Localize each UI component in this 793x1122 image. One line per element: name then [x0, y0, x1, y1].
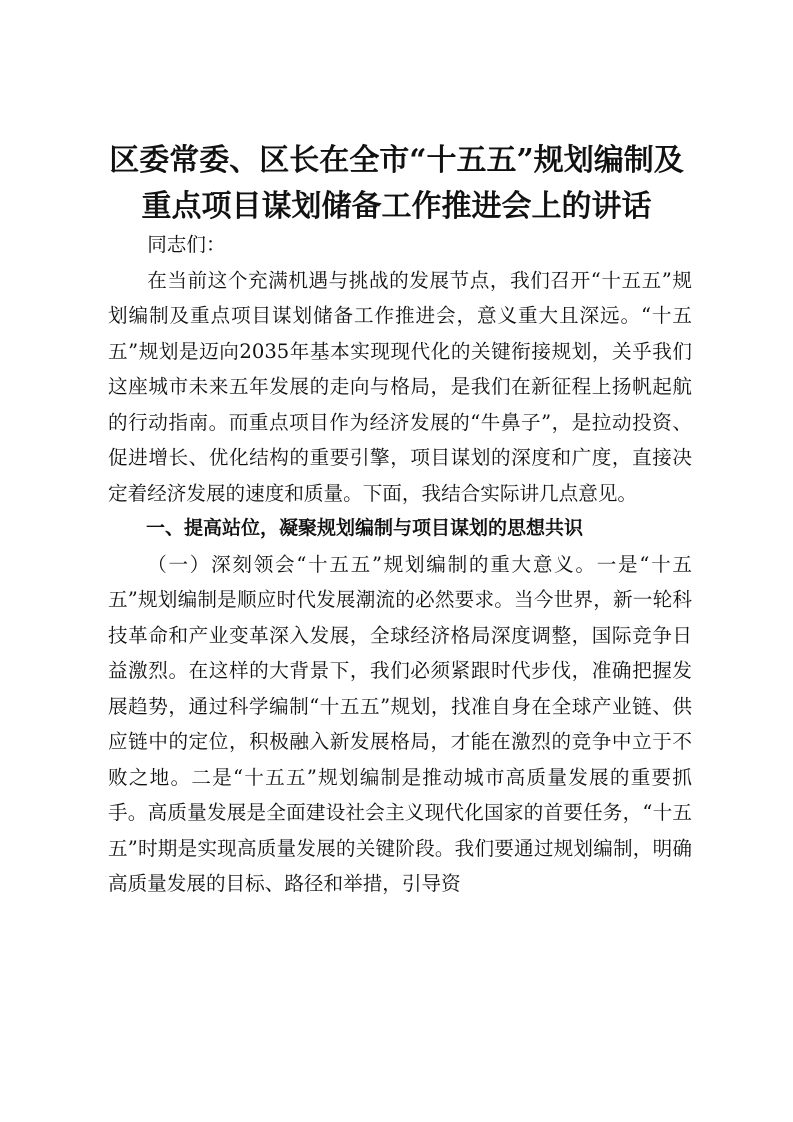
intro-paragraph: 在当前这个充满机遇与挑战的发展节点，我们召开“十五五”规划编制及重点项目谋划储备工作推进会，意义重大且深远。“十五五”规划是迈向2035年基本实现现代化的关键衔接规划，关乎我们这座城市未来五年发展的走向与格局，是我们在新征程上扬帆起航的行动指南。而重点项目作为经济发展的“牛鼻子”，是拉动投资、促进增长、优化结构的重要引擎，项目谋划的深度和广度，直接决定着经济发展的速度和质量。下面，我结合实际讲几点意见。	[108, 268, 692, 505]
subsection-text: 一是“十五五”规划编制是顺应时代发展潮流的必然要求。当今世界，新一轮科技革命和产业变革深入发展，全球经济格局深度调整，国际竞争日益激烈。在这样的大背景下，我们必须紧跟时代步伐，准确把握发展趋势，通过科学编制“十五五”规划，找准自身在全球产业链、供应链中的定位，积极融入新发展格局，才能在激烈的竞争中立于不败之地。二是“十五五”规划编制是推动城市高质量发展的重要抓手。高质量发展是全面建设社会主义现代化国家的首要任务，“十五五”时期是实现高质量发展的关键阶段。我们要通过规划编制，明确高质量发展的目标、路径和举措，引导资	[108, 552, 692, 895]
subsection-paragraph-1	[108, 547, 692, 902]
document-body	[108, 227, 692, 902]
subsection-lead: （一）深刻领会“十五五”规划编制的重大意义。	[147, 552, 597, 576]
section-heading-1: 一、提高站位，凝聚规划编制与项目谋划的思想共识	[146, 517, 584, 539]
greeting: 同志们：	[147, 233, 226, 256]
document-title-line-1: 区委常委、区长在全市“十五五”规划编制及	[109, 143, 684, 178]
document-title-line-2: 重点项目谋划储备工作推进会上的讲话	[141, 189, 652, 224]
